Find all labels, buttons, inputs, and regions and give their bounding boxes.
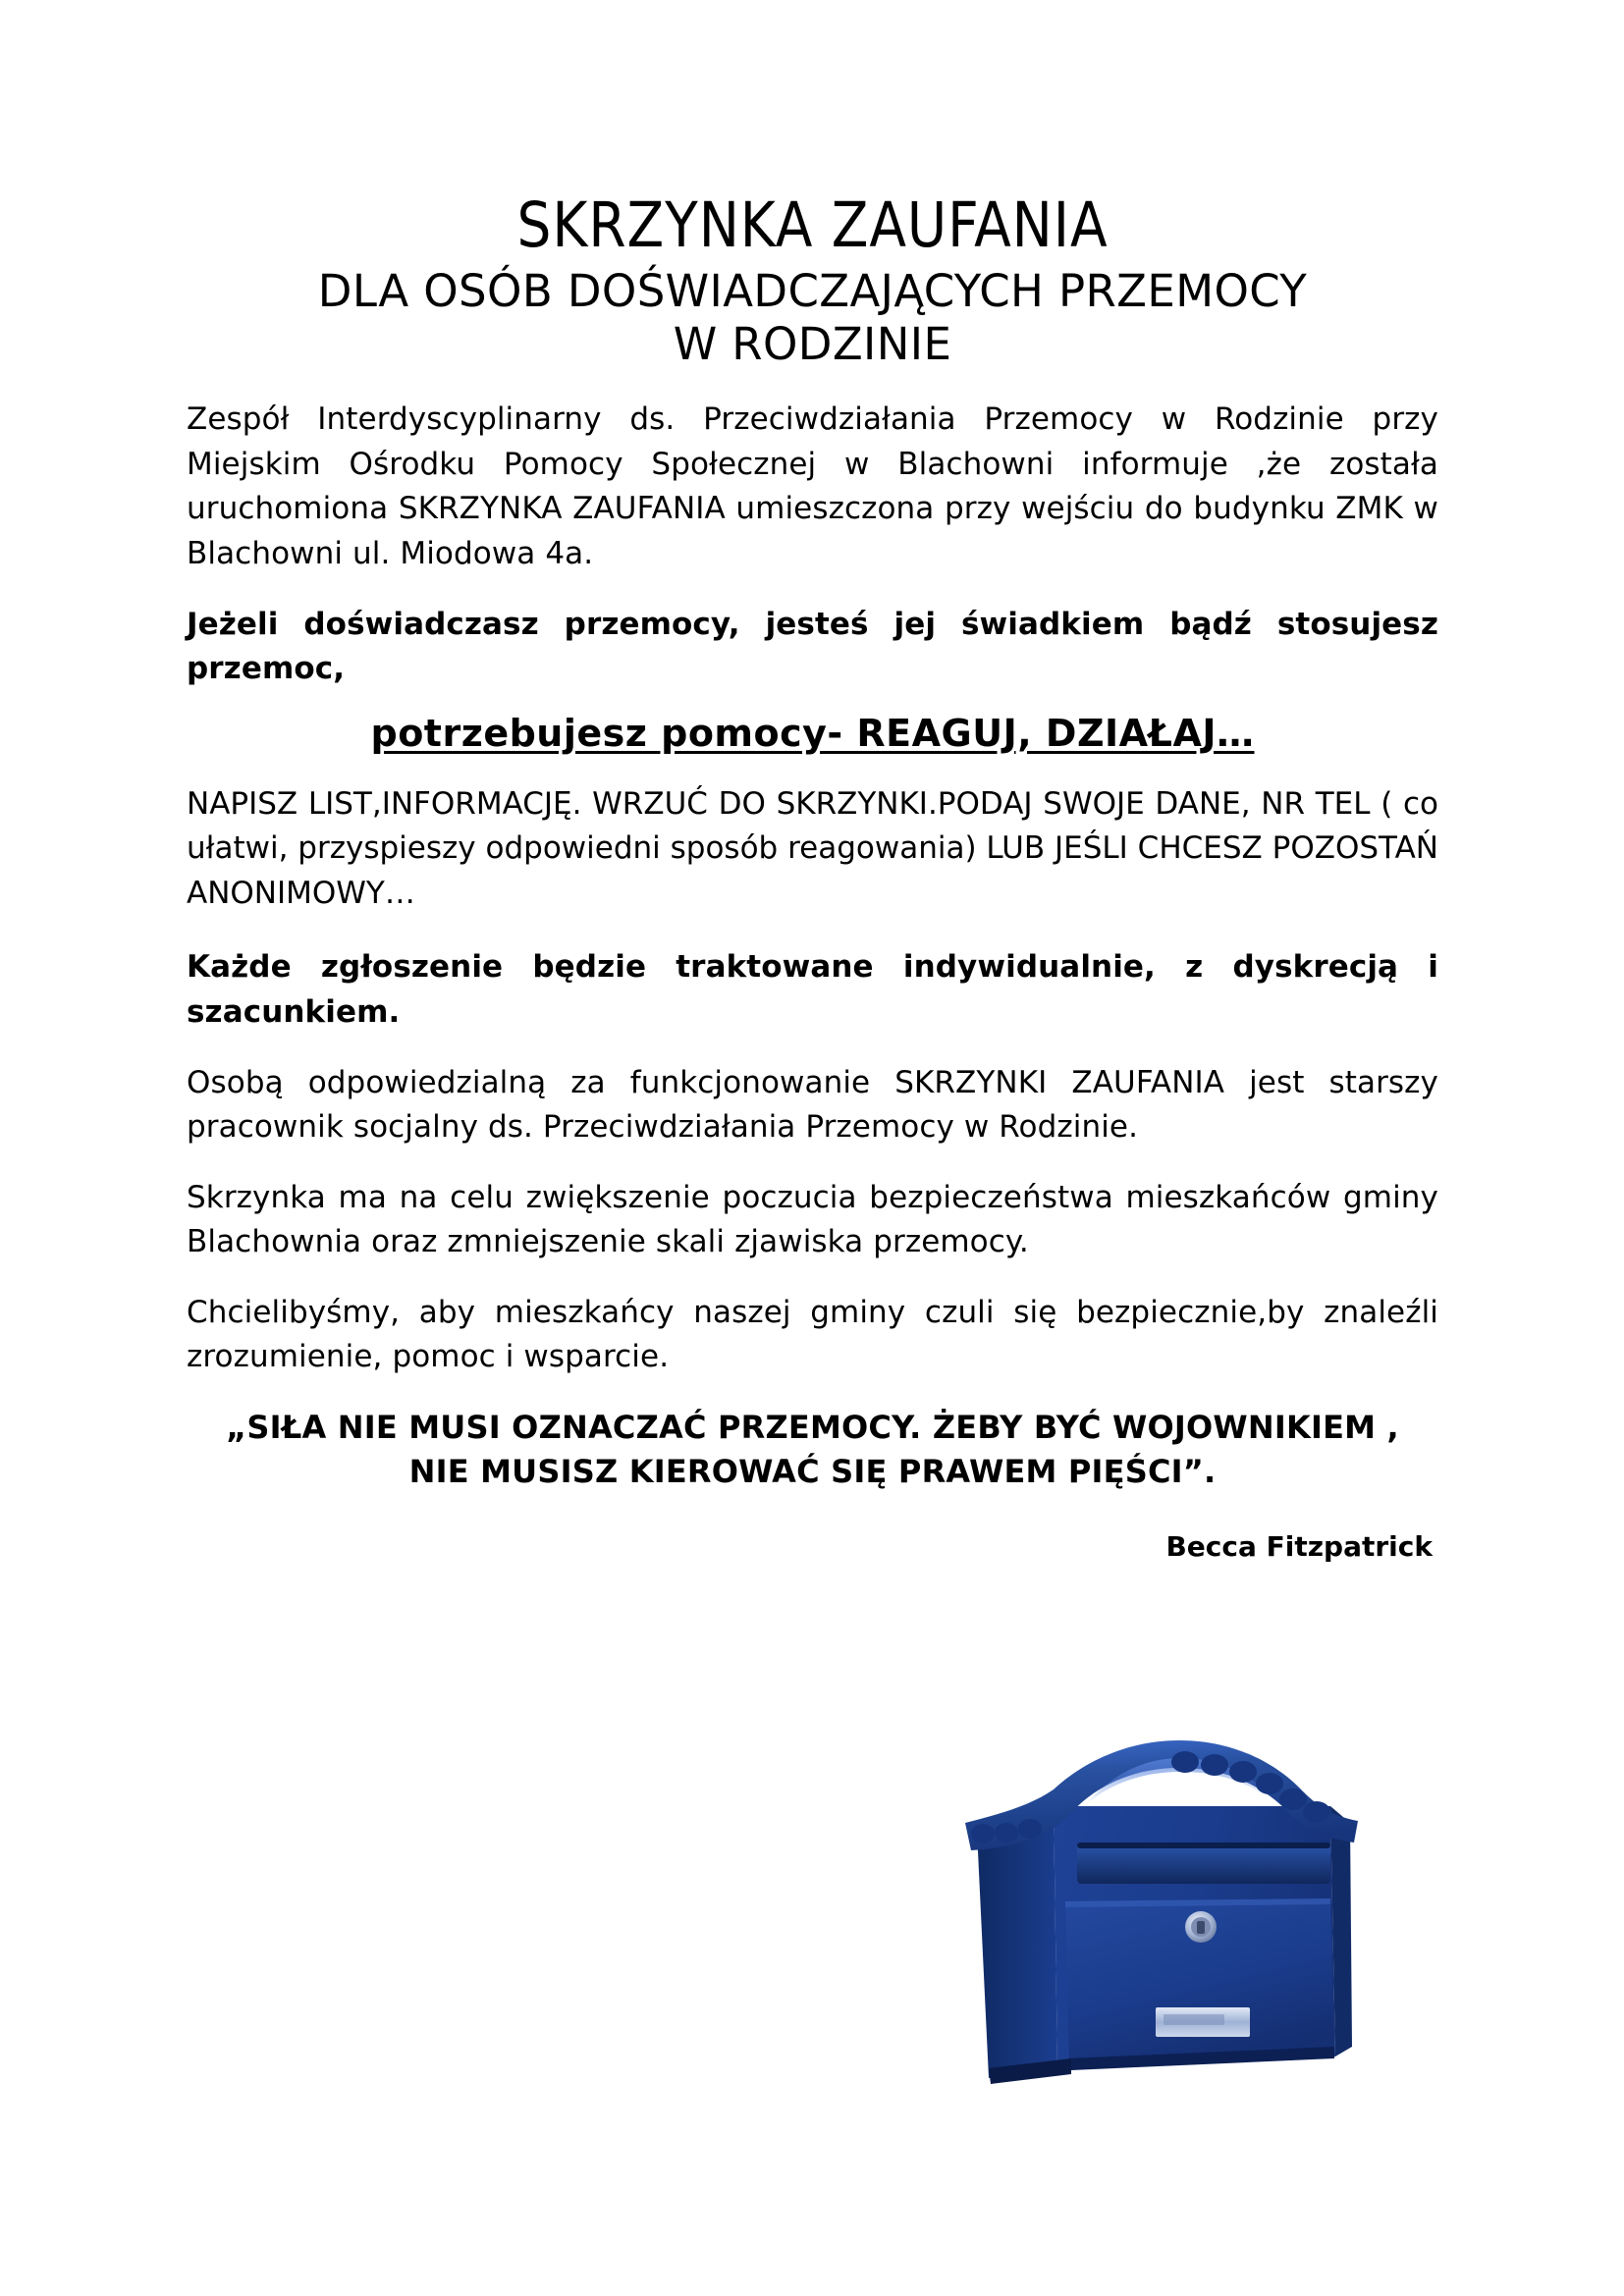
paragraph-confidentiality: Każde zgłoszenie będzie traktowane indywidualnie, z dyskrecją i szacunkiem. bbox=[187, 949, 1438, 1030]
paragraph-wish: Chcielibyśmy, aby mieszkańcy naszej gminy czuli się bezpiecznie,by znaleźli zrozumienie, pomoc i wsparcie. bbox=[187, 1294, 1438, 1375]
mailbox-illustration bbox=[938, 1713, 1370, 2135]
paragraph-call-to-action: Jeżeli doświadczasz przemocy, jesteś jej świadkiem bądź stosujesz przemoc, bbox=[187, 606, 1438, 687]
quote-line-1: „SIŁA NIE MUSI OZNACZAĆ PRZEMOCY. ŻEBY BYĆ WOJOWNIKIEM , bbox=[226, 1408, 1399, 1446]
page-title: SKRZYNKA ZAUFANIA bbox=[516, 189, 1109, 261]
mailbox-name-plate-label bbox=[1164, 2014, 1224, 2025]
quote-block bbox=[187, 1406, 1438, 1495]
mailbox-letter-slot bbox=[1077, 1842, 1330, 1884]
quote-line-2: NIE MUSISZ KIEROWAĆ SIĘ PRAWEM PIĘŚCI”. bbox=[408, 1453, 1217, 1491]
page-subtitle-line-2: W RODZINIE bbox=[673, 318, 952, 371]
page-subtitle-line-1: DLA OSÓB DOŚWIADCZAJĄCYCH PRZEMOCY bbox=[317, 264, 1308, 317]
highlight-react-act: potrzebujesz pomocy- REAGUJ, DZIAŁAJ… bbox=[370, 711, 1255, 755]
paragraph-purpose: Skrzynka ma na celu zwiększenie poczucia bezpieczeństwa mieszkańców gminy Blachownia oraz zmniejszenie skali zjawiska przemocy. bbox=[187, 1179, 1438, 1260]
document-content bbox=[187, 191, 1438, 1563]
mailbox-keyhole-icon bbox=[1197, 1921, 1205, 1934]
mailbox-letter-slot-lip bbox=[1077, 1842, 1330, 1848]
paragraph-intro: Zespół Interdyscyplinarny ds. Przeciwdziałania Przemocy w Rodzinie przy Miejskim Ośrodku Pomocy Społecznej w Blachowni informuje ,że została uruchomiona SKRZYNKA ZAUFANIA umieszczona przy wejściu do budynku ZMK w Blachowni ul. Miodowa 4a. bbox=[187, 401, 1438, 572]
mailbox-icon bbox=[938, 1713, 1370, 2135]
paragraph-responsible-person: Osobą odpowiedzialną za funkcjonowanie SKRZYNKI ZAUFANIA jest starszy pracownik socjalny ds. Przeciwdziałania Przemocy w Rodzinie. bbox=[187, 1064, 1438, 1146]
quote-attribution: Becca Fitzpatrick bbox=[1165, 1529, 1433, 1563]
paragraph-instructions: NAPISZ LIST,INFORMACJĘ. WRZUĆ DO SKRZYNKI.PODAJ SWOJE DANE, NR TEL ( co ułatwi, przyspieszy odpowiedni sposób reagowania) LUB JEŚLI CHCESZ POZOSTAŃ ANONIMOWY… bbox=[187, 785, 1438, 911]
